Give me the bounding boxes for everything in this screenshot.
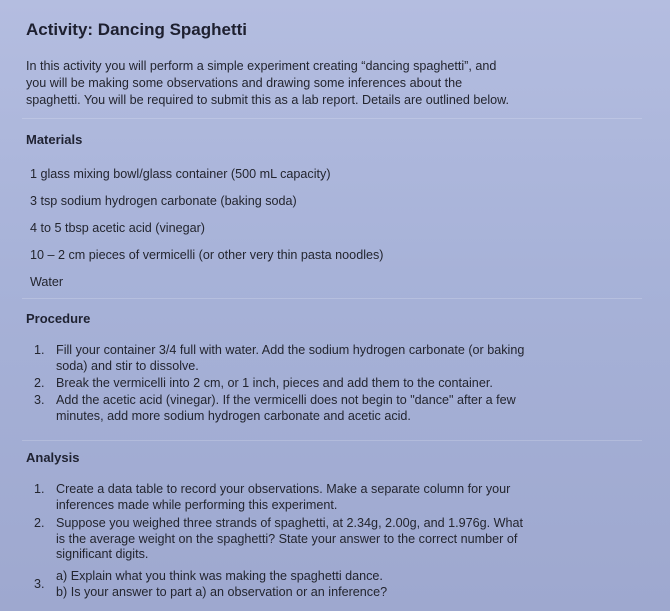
question-line: significant digits. <box>56 547 149 561</box>
divider <box>22 440 642 441</box>
question-line: a) Explain what you think was making the spaghetti dance. <box>56 569 383 583</box>
materials-item: 10 – 2 cm pieces of vermicelli (or other very thin pasta noodles) <box>30 248 384 262</box>
step-number: 3. <box>34 393 45 407</box>
intro-line: spaghetti. You will be required to submit this as a lab report. Details are outlined below. <box>26 93 510 107</box>
divider <box>22 118 642 119</box>
intro-line: you will be making some observations and drawing some inferences about the <box>26 76 463 90</box>
procedure-heading: Procedure <box>26 311 91 326</box>
step-line: Fill your container 3/4 full with water. Add the sodium hydrogen carbonate (or baking <box>56 343 525 357</box>
analysis-question <box>34 569 634 601</box>
analysis-heading: Analysis <box>26 450 80 465</box>
materials-item: Water <box>30 275 64 289</box>
question-line: Suppose you weighed three strands of spaghetti, at 2.34g, 2.00g, and 1.976g. What <box>56 516 523 530</box>
materials-heading: Materials <box>26 132 83 147</box>
step-number: 2. <box>34 376 45 390</box>
materials-item: 1 glass mixing bowl/glass container (500 mL capacity) <box>30 167 331 181</box>
divider <box>22 298 642 299</box>
materials-item: 3 tsp sodium hydrogen carbonate (baking soda) <box>30 194 297 208</box>
step-line: minutes, add more sodium hydrogen carbonate and acetic acid. <box>56 408 411 423</box>
question-number: 3. <box>34 577 45 591</box>
question-line: Create a data table to record your observations. Make a separate column for your <box>56 482 511 496</box>
analysis-question <box>34 516 644 564</box>
step-line: soda) and stir to dissolve. <box>56 358 199 373</box>
step-line: Add the acetic acid (vinegar). If the vermicelli does not begin to "dance" after a few <box>56 393 516 407</box>
step-line: Break the vermicelli into 2 cm, or 1 inch, pieces and add them to the container. <box>56 376 493 390</box>
analysis-question <box>34 482 634 514</box>
intro-line: In this activity you will perform a simple experiment creating “dancing spaghetti”, and <box>26 59 497 73</box>
question-number: 2. <box>34 516 45 530</box>
procedure-step <box>34 393 634 425</box>
procedure-step <box>34 376 634 392</box>
materials-item: 4 to 5 tbsp acetic acid (vinegar) <box>30 221 206 235</box>
procedure-step <box>34 343 634 375</box>
page-title: Activity: Dancing Spaghetti <box>26 20 248 39</box>
question-line: inferences made while performing this experiment. <box>56 497 338 512</box>
intro-paragraph <box>26 58 636 109</box>
question-number: 1. <box>34 482 45 496</box>
question-line: is the average weight on the spaghetti? State your answer to the correct number of <box>56 531 518 546</box>
step-number: 1. <box>34 343 45 357</box>
question-line: b) Is your answer to part a) an observation or an inference? <box>56 584 388 599</box>
